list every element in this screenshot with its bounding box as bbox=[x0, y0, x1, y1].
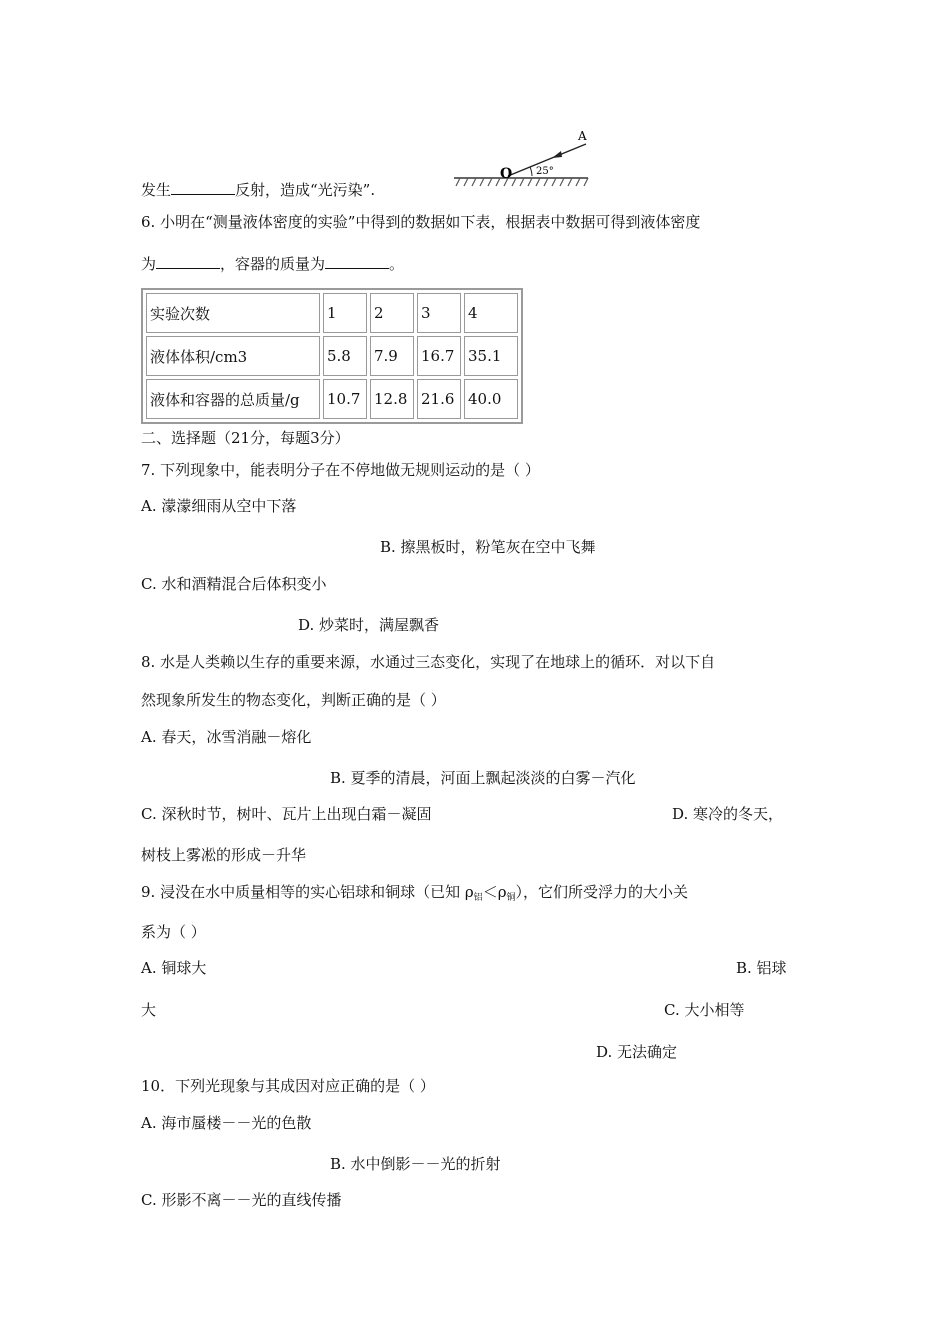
q9-option-a[interactable]: A. 铜球大 bbox=[141, 959, 207, 977]
table-cell: 35.1 bbox=[464, 336, 518, 376]
table-cell: 21.6 bbox=[417, 379, 461, 419]
q9-subscript-al: 铝 bbox=[473, 893, 483, 903]
ray-arrowhead bbox=[552, 151, 562, 158]
q8-option-d[interactable]: D. 寒冷的冬天， bbox=[672, 805, 784, 823]
q7-option-c[interactable]: C. 水和酒精混合后体积变小 bbox=[141, 575, 327, 593]
q9-stem-line2: 系为（ ） bbox=[141, 923, 206, 941]
q10-option-c[interactable]: C. 形影不离－－光的直线传播 bbox=[141, 1191, 342, 1209]
q9-option-b[interactable]: B. 铝球 bbox=[736, 959, 787, 977]
table-cell: 液体体积/cm3 bbox=[146, 336, 320, 376]
q7-option-a[interactable]: A. 濛濛细雨从空中下落 bbox=[141, 497, 297, 515]
q5-text bbox=[141, 180, 375, 200]
table-row bbox=[146, 293, 518, 333]
table-cell: 10.7 bbox=[323, 379, 367, 419]
q7-option-b[interactable]: B. 擦黑板时，粉笔灰在空中飞舞 bbox=[380, 538, 596, 556]
q6-stem-line2 bbox=[141, 254, 404, 274]
q10-option-b[interactable]: B. 水中倒影－－光的折射 bbox=[330, 1155, 501, 1173]
q6-stem-line1: 6. 小明在“测量液体密度的实验”中得到的数据如下表，根据表中数据可得到液体密度 bbox=[141, 213, 701, 231]
table-cell: 4 bbox=[464, 293, 518, 333]
q6-text-c: 。 bbox=[389, 255, 405, 273]
table-row bbox=[146, 336, 518, 376]
q8-option-a[interactable]: A. 春天，冰雪消融－熔化 bbox=[141, 728, 312, 746]
q10-option-a[interactable]: A. 海市蜃楼－－光的色散 bbox=[141, 1114, 312, 1132]
q9-stem-a: 9. 浸没在水中质量相等的实心铝球和铜球（已知 ρ bbox=[141, 883, 474, 901]
q8-option-c[interactable]: C. 深秋时节，树叶、瓦片上出现白霜－凝固 bbox=[141, 805, 432, 823]
q7-stem: 7. 下列现象中，能表明分子在不停地做无规则运动的是（ ） bbox=[141, 461, 540, 479]
q8-option-d-cont: 树枝上雾凇的形成－升华 bbox=[141, 846, 307, 864]
reflection-diagram bbox=[448, 126, 598, 194]
q6-text-b: ，容器的质量为 bbox=[220, 255, 326, 273]
mirror-hatching bbox=[456, 178, 588, 186]
label-angle: 25° bbox=[536, 166, 554, 177]
table-cell: 实验次数 bbox=[146, 293, 320, 333]
q6-blank-density[interactable] bbox=[156, 254, 220, 269]
table-cell: 16.7 bbox=[417, 336, 461, 376]
table-cell: 7.9 bbox=[370, 336, 414, 376]
q5-text-after: 反射，造成“光污染”. bbox=[235, 181, 376, 199]
q5-text-before: 发生 bbox=[141, 181, 172, 199]
label-o: O bbox=[500, 166, 513, 182]
angle-arc bbox=[530, 167, 532, 176]
q6-blank-mass[interactable] bbox=[325, 254, 389, 269]
section-heading: 二、选择题（21分，每题3分） bbox=[141, 429, 350, 447]
q9-stem-c: ），它们所受浮力的大小关 bbox=[515, 883, 689, 901]
q10-stem: 10．下列光现象与其成因对应正确的是（ ） bbox=[141, 1077, 435, 1095]
table-cell: 3 bbox=[417, 293, 461, 333]
label-a: A bbox=[578, 129, 587, 143]
q5-blank[interactable] bbox=[171, 180, 235, 195]
q9-subscript-cu: 铜 bbox=[506, 893, 516, 903]
q8-option-b[interactable]: B. 夏季的清晨，河面上飘起淡淡的白雾－汽化 bbox=[330, 769, 636, 787]
table-cell: 40.0 bbox=[464, 379, 518, 419]
table-cell: 12.8 bbox=[370, 379, 414, 419]
table-cell: 5.8 bbox=[323, 336, 367, 376]
table-cell: 1 bbox=[323, 293, 367, 333]
q6-text-a: 为 bbox=[141, 255, 157, 273]
q9-stem-line1 bbox=[141, 882, 688, 908]
q7-option-d[interactable]: D. 炒菜时，满屋飘香 bbox=[298, 616, 440, 634]
q9-option-b-cont: 大 bbox=[141, 1001, 157, 1019]
q9-stem-b: ＜ρ bbox=[482, 883, 507, 901]
table-row bbox=[146, 379, 518, 419]
q9-option-c[interactable]: C. 大小相等 bbox=[664, 1001, 745, 1019]
table-cell: 2 bbox=[370, 293, 414, 333]
q6-data-table bbox=[141, 288, 523, 424]
q9-option-d[interactable]: D. 无法确定 bbox=[596, 1043, 678, 1061]
table-cell: 液体和容器的总质量/g bbox=[146, 379, 320, 419]
q8-stem-line1: 8. 水是人类赖以生存的重要来源，水通过三态变化，实现了在地球上的循环．对以下自 bbox=[141, 653, 716, 671]
q8-stem-line2: 然现象所发生的物态变化，判断正确的是（ ） bbox=[141, 691, 446, 709]
